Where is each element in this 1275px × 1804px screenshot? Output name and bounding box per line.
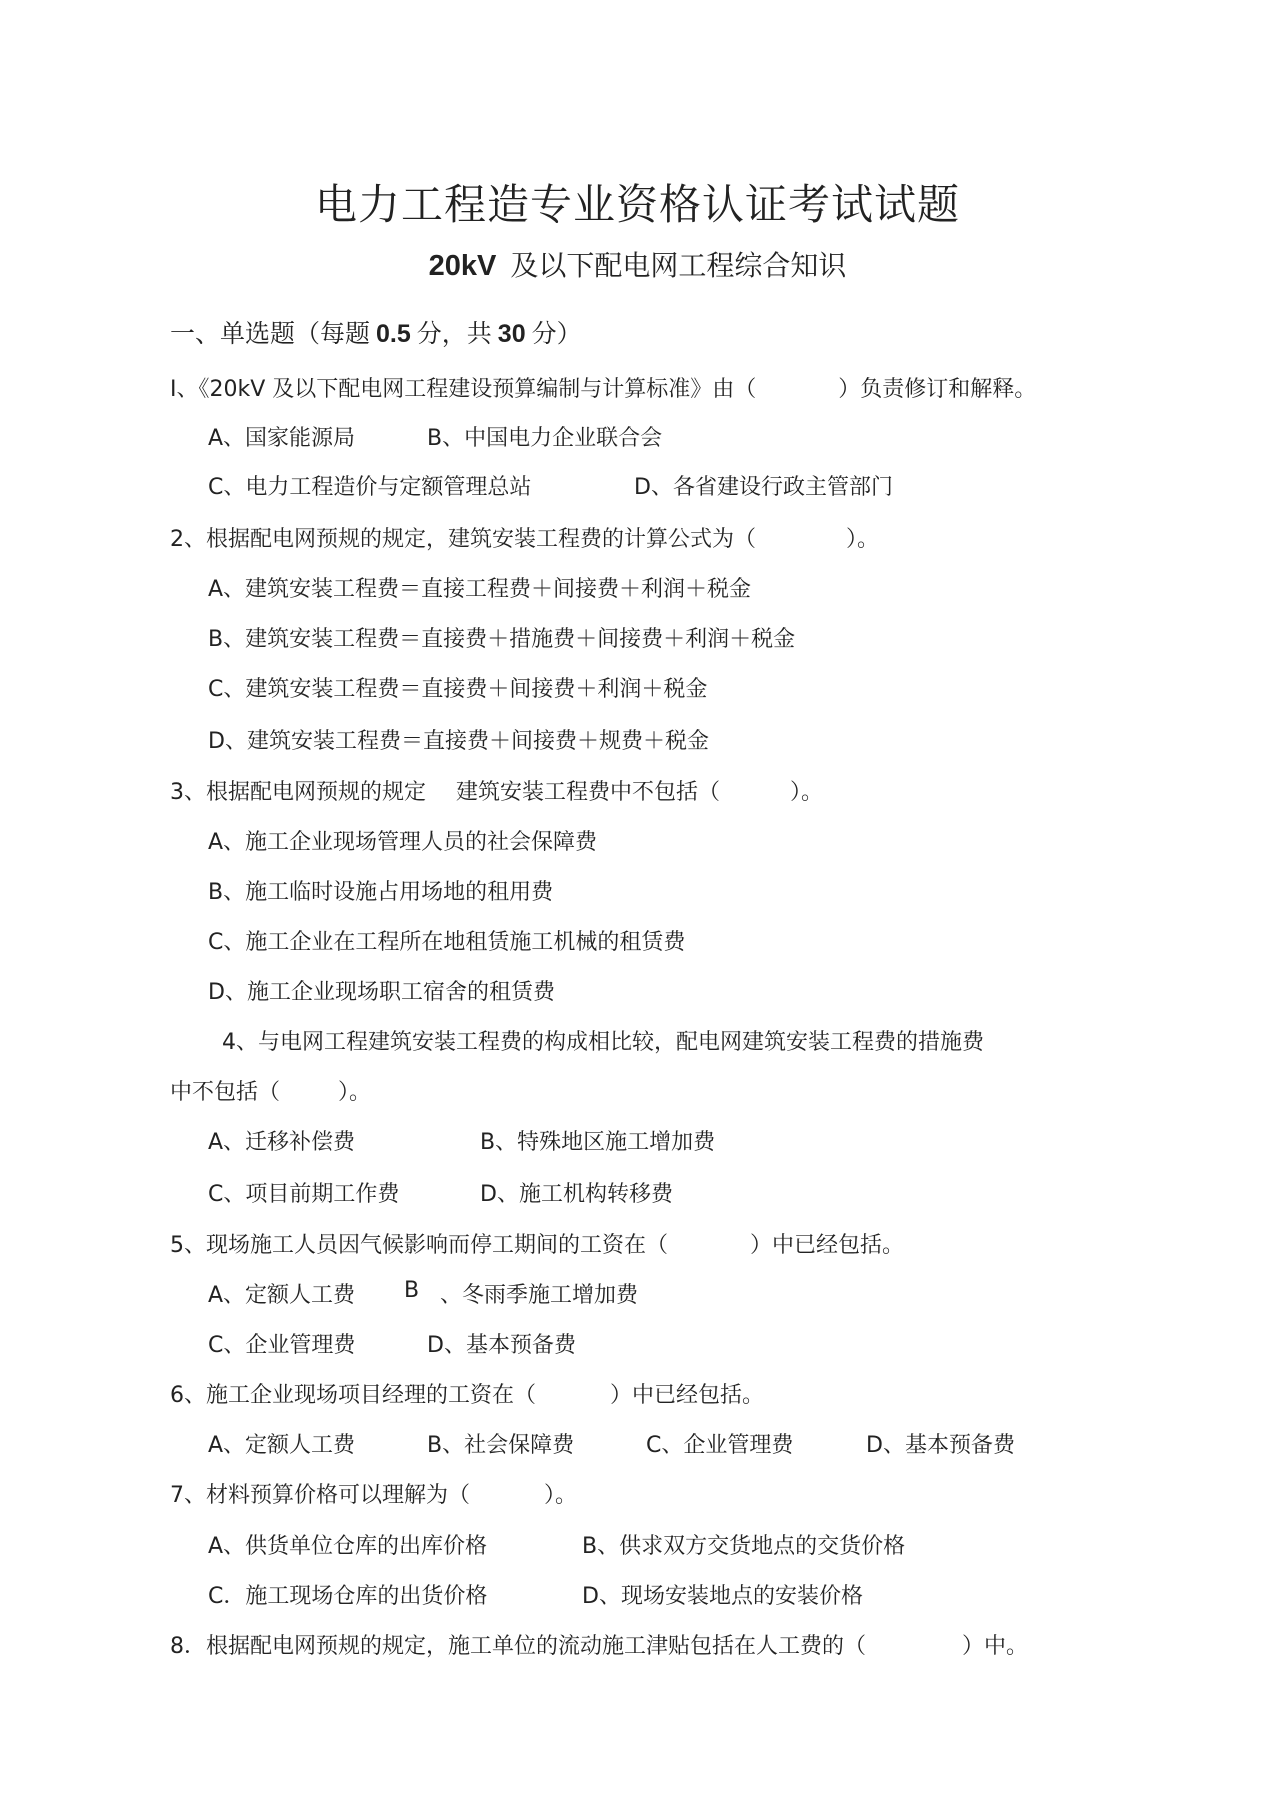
option-2a: A、建筑安装工程费＝直接工程费＋间接费＋利润＋税金 bbox=[208, 577, 752, 602]
option-7d: D、现场安装地点的安装价格 bbox=[582, 1584, 863, 1609]
question-7: 7、材料预算价格可以理解为（ ）。 bbox=[170, 1483, 578, 1508]
option-5c: C、企业管理费 bbox=[208, 1333, 356, 1358]
subtitle-text: 及以下配电网工程综合知识 bbox=[510, 249, 847, 282]
option-1d: D、各省建设行政主管部门 bbox=[634, 475, 893, 500]
subtitle-voltage: 20kV bbox=[428, 250, 497, 282]
option-2b: B、建筑安装工程费＝直接费＋措施费＋间接费＋利润＋税金 bbox=[208, 627, 796, 652]
option-7a: A、供货单位仓库的出库价格 bbox=[208, 1534, 488, 1559]
page-subtitle bbox=[0, 244, 1275, 284]
option-1c: C、电力工程造价与定额管理总站 bbox=[208, 475, 532, 500]
question-3: 3、根据配电网预规的规定 建筑安装工程费中不包括（ ）。 bbox=[170, 780, 824, 805]
option-7c: C．施工现场仓库的出货价格 bbox=[208, 1584, 488, 1609]
question-8: 8．根据配电网预规的规定，施工单位的流动施工津贴包括在人工费的（ ）中。 bbox=[170, 1634, 1029, 1659]
option-6b: B、社会保障费 bbox=[427, 1433, 575, 1458]
option-5d: D、基本预备费 bbox=[427, 1333, 576, 1358]
page-title: 电力工程造专业资格认证考试试题 bbox=[314, 180, 960, 229]
option-4a: A、迁移补偿费 bbox=[208, 1130, 356, 1155]
question-4-cont: 中不包括（ ）。 bbox=[170, 1080, 372, 1105]
option-6d: D、基本预备费 bbox=[866, 1433, 1015, 1458]
option-3a: A、施工企业现场管理人员的社会保障费 bbox=[208, 830, 598, 855]
section-heading: 一、单选题（每题 0.5 分，共 30 分） bbox=[170, 319, 582, 348]
option-5b: 、冬雨季施工增加费 bbox=[440, 1283, 639, 1308]
option-4c: C、项目前期工作费 bbox=[208, 1182, 400, 1207]
question-4: 4、与电网工程建筑安装工程费的构成相比较，配电网建筑安装工程费的措施费 bbox=[222, 1030, 984, 1055]
option-1b: B、中国电力企业联合会 bbox=[427, 426, 663, 451]
question-1: I、《20kV 及以下配电网工程建设预算编制与计算标准》由（ ）负责修订和解释。 bbox=[170, 377, 1037, 402]
question-5: 5、现场施工人员因气候影响而停工期间的工资在（ ）中已经包括。 bbox=[170, 1233, 905, 1258]
option-2c: C、建筑安装工程费＝直接费＋间接费＋利润＋税金 bbox=[208, 677, 708, 702]
question-2: 2、根据配电网预规的规定，建筑安装工程费的计算公式为（ ）。 bbox=[170, 527, 880, 552]
option-5a: A、定额人工费 bbox=[208, 1283, 356, 1308]
option-6c: C、企业管理费 bbox=[646, 1433, 794, 1458]
question-6: 6、施工企业现场项目经理的工资在（ ）中已经包括。 bbox=[170, 1383, 765, 1408]
option-7b: B、供求双方交货地点的交货价格 bbox=[582, 1534, 906, 1559]
option-3d: D、施工企业现场职工宿舍的租赁费 bbox=[208, 980, 555, 1005]
option-6a: A、定额人工费 bbox=[208, 1433, 356, 1458]
option-5b-letter: B bbox=[404, 1278, 420, 1303]
option-1a: A、国家能源局 bbox=[208, 426, 356, 451]
option-4d: D、施工机构转移费 bbox=[480, 1182, 673, 1207]
option-3c: C、施工企业在工程所在地租赁施工机械的租赁费 bbox=[208, 930, 686, 955]
option-2d: D、建筑安装工程费＝直接费＋间接费＋规费＋税金 bbox=[208, 729, 709, 754]
option-4b: B、特殊地区施工增加费 bbox=[480, 1130, 716, 1155]
option-3b: B、施工临时设施占用场地的租用费 bbox=[208, 880, 554, 905]
